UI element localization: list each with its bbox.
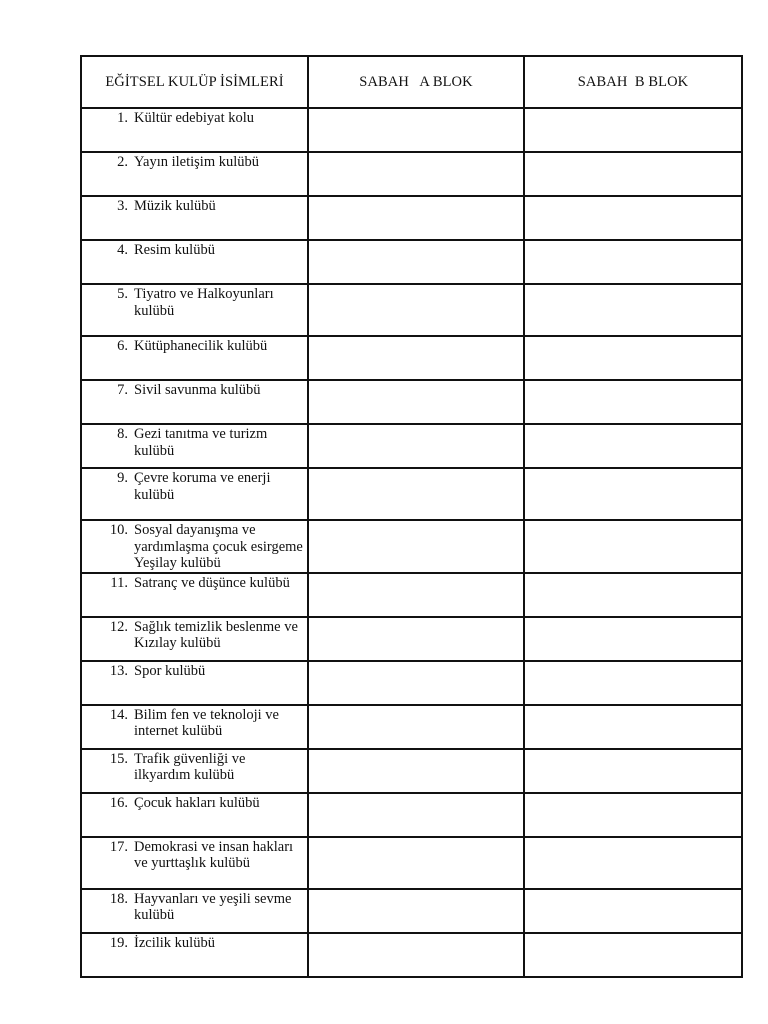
- morning-a-block-cell[interactable]: [308, 749, 524, 793]
- club-list-item: [82, 285, 307, 319]
- club-number: 1.: [117, 110, 128, 126]
- table-row: [81, 424, 742, 468]
- morning-a-block-cell[interactable]: [308, 573, 524, 617]
- club-number: 4.: [117, 242, 128, 258]
- club-name-cell: [81, 240, 308, 284]
- morning-a-block-cell[interactable]: [308, 837, 524, 889]
- header-morning-b-block: SABAH B BLOK: [524, 56, 742, 108]
- club-list-item: [82, 662, 307, 680]
- morning-a-block-cell[interactable]: [308, 520, 524, 573]
- morning-b-block-cell[interactable]: [524, 573, 742, 617]
- club-name-cell: [81, 661, 308, 705]
- morning-b-block-cell[interactable]: [524, 380, 742, 424]
- club-name: Satranç ve düşünce kulübü: [134, 574, 290, 591]
- club-name-cell: [81, 284, 308, 336]
- morning-a-block-cell[interactable]: [308, 240, 524, 284]
- table-header: [81, 56, 742, 108]
- club-name: Resim kulübü: [134, 242, 215, 258]
- club-name: Kütüphanecilik kulübü: [134, 338, 268, 354]
- club-name-cell: [81, 793, 308, 837]
- club-name: Çevre koruma ve enerji kulübü: [134, 470, 271, 503]
- morning-b-block-cell[interactable]: [524, 108, 742, 152]
- club-name: Sivil savunma kulübü: [134, 382, 261, 398]
- morning-a-block-cell[interactable]: [308, 424, 524, 468]
- club-number: 2.: [117, 154, 128, 170]
- club-name: Yayın iletişim kulübü: [134, 154, 260, 170]
- table-row: [81, 749, 742, 793]
- club-number: 3.: [117, 198, 128, 214]
- club-list-item: [82, 241, 307, 259]
- morning-b-block-cell[interactable]: [524, 889, 742, 933]
- club-name: Bilim fen ve teknoloji ve internet kulübü: [134, 706, 279, 739]
- club-list-item: [82, 197, 307, 215]
- morning-a-block-cell[interactable]: [308, 336, 524, 380]
- morning-a-block-cell[interactable]: [308, 284, 524, 336]
- header-club-names: EĞİTSEL KULÜP İSİMLERİ: [81, 56, 308, 108]
- club-name-cell: [81, 336, 308, 380]
- table-row: [81, 573, 742, 617]
- club-name-cell: [81, 573, 308, 617]
- club-list-item: [82, 469, 307, 503]
- club-name: Spor kulübü: [134, 662, 206, 679]
- club-name: Hayvanları ve yeşili sevme kulübü: [134, 890, 292, 923]
- morning-b-block-cell[interactable]: [524, 152, 742, 196]
- club-number: 15.: [109, 750, 128, 767]
- club-name-cell: [81, 749, 308, 793]
- club-name-cell: [81, 108, 308, 152]
- morning-b-block-cell[interactable]: [524, 933, 742, 977]
- club-name-cell: [81, 196, 308, 240]
- morning-b-block-cell[interactable]: [524, 520, 742, 573]
- club-number: 8.: [117, 426, 128, 442]
- club-list-item: [82, 618, 307, 652]
- club-number: 19.: [109, 934, 128, 951]
- table-body: [81, 108, 742, 977]
- club-name-cell: [81, 380, 308, 424]
- morning-b-block-cell[interactable]: [524, 196, 742, 240]
- table-row: [81, 336, 742, 380]
- morning-b-block-cell[interactable]: [524, 749, 742, 793]
- morning-b-block-cell[interactable]: [524, 661, 742, 705]
- header-morning-a-block: SABAH A BLOK: [308, 56, 524, 108]
- club-name-cell: [81, 617, 308, 661]
- club-number: 18.: [109, 890, 128, 907]
- club-number: 13.: [109, 662, 128, 679]
- club-number: 10.: [109, 522, 128, 538]
- club-list-item: [82, 337, 307, 355]
- morning-a-block-cell[interactable]: [308, 380, 524, 424]
- morning-b-block-cell[interactable]: [524, 837, 742, 889]
- club-name: Sosyal dayanışma ve yardımlaşma çocuk esirgeme Yeşilay kulübü: [134, 522, 303, 571]
- morning-a-block-cell[interactable]: [308, 661, 524, 705]
- club-number: 6.: [117, 338, 128, 354]
- morning-b-block-cell[interactable]: [524, 705, 742, 749]
- club-name: Müzik kulübü: [134, 198, 216, 214]
- club-name-cell: [81, 705, 308, 749]
- club-number: 14.: [109, 706, 128, 723]
- club-name-cell: [81, 152, 308, 196]
- morning-a-block-cell[interactable]: [308, 196, 524, 240]
- table-row: [81, 152, 742, 196]
- club-number: 7.: [117, 382, 128, 398]
- table-row: [81, 705, 742, 749]
- morning-a-block-cell[interactable]: [308, 152, 524, 196]
- morning-a-block-cell[interactable]: [308, 705, 524, 749]
- club-name-cell: [81, 933, 308, 977]
- club-number: 17.: [109, 838, 128, 855]
- table-row: [81, 661, 742, 705]
- table-row: [81, 837, 742, 889]
- table-row: [81, 108, 742, 152]
- morning-b-block-cell[interactable]: [524, 424, 742, 468]
- header-row: [81, 56, 742, 108]
- club-name: Çocuk hakları kulübü: [134, 794, 260, 811]
- morning-b-block-cell[interactable]: [524, 617, 742, 661]
- table-row: [81, 933, 742, 977]
- club-list-item: [82, 425, 307, 459]
- morning-b-block-cell[interactable]: [524, 468, 742, 520]
- club-table: [80, 55, 743, 978]
- club-name: Demokrasi ve insan hakları ve yurttaşlık kulübü: [134, 838, 294, 871]
- table-row: [81, 617, 742, 661]
- club-name-cell: [81, 520, 308, 573]
- club-name: Kültür edebiyat kolu: [134, 110, 255, 126]
- club-number: 5.: [117, 286, 128, 302]
- club-number: 9.: [117, 470, 128, 486]
- club-name-cell: [81, 837, 308, 889]
- table-row: [81, 240, 742, 284]
- club-number: 11.: [110, 574, 128, 591]
- club-list-item: [82, 109, 307, 127]
- club-name: Tiyatro ve Halkoyunları kulübü: [134, 286, 274, 319]
- morning-b-block-cell[interactable]: [524, 240, 742, 284]
- morning-a-block-cell[interactable]: [308, 617, 524, 661]
- club-list-item: [82, 153, 307, 171]
- table-row: [81, 889, 742, 933]
- table-row: [81, 284, 742, 336]
- table-row: [81, 793, 742, 837]
- table-row: [81, 468, 742, 520]
- morning-a-block-cell[interactable]: [308, 793, 524, 837]
- club-name: İzcilik kulübü: [134, 934, 215, 951]
- club-list-item: [82, 706, 307, 740]
- club-list-item: [82, 381, 307, 399]
- club-name: Sağlık temizlik beslenme ve Kızılay kulübü: [134, 618, 298, 651]
- club-list-item: [82, 521, 307, 572]
- morning-a-block-cell[interactable]: [308, 468, 524, 520]
- club-number: 12.: [109, 618, 128, 635]
- club-number: 16.: [109, 794, 128, 811]
- table-row: [81, 196, 742, 240]
- club-name-cell: [81, 424, 308, 468]
- table-row: [81, 520, 742, 573]
- club-list-item: [82, 838, 307, 872]
- club-list-item: [82, 574, 307, 592]
- club-list-item: [82, 890, 307, 924]
- morning-a-block-cell[interactable]: [308, 889, 524, 933]
- club-list-item: [82, 794, 307, 812]
- club-name: Trafik güvenliği ve ilkyardım kulübü: [134, 750, 246, 783]
- table-row: [81, 380, 742, 424]
- club-name-cell: [81, 468, 308, 520]
- morning-b-block-cell[interactable]: [524, 284, 742, 336]
- morning-a-block-cell[interactable]: [308, 108, 524, 152]
- morning-b-block-cell[interactable]: [524, 336, 742, 380]
- club-list-item: [82, 934, 307, 952]
- club-list-item: [82, 750, 307, 784]
- morning-a-block-cell[interactable]: [308, 933, 524, 977]
- club-name: Gezi tanıtma ve turizm kulübü: [134, 426, 268, 459]
- club-name-cell: [81, 889, 308, 933]
- morning-b-block-cell[interactable]: [524, 793, 742, 837]
